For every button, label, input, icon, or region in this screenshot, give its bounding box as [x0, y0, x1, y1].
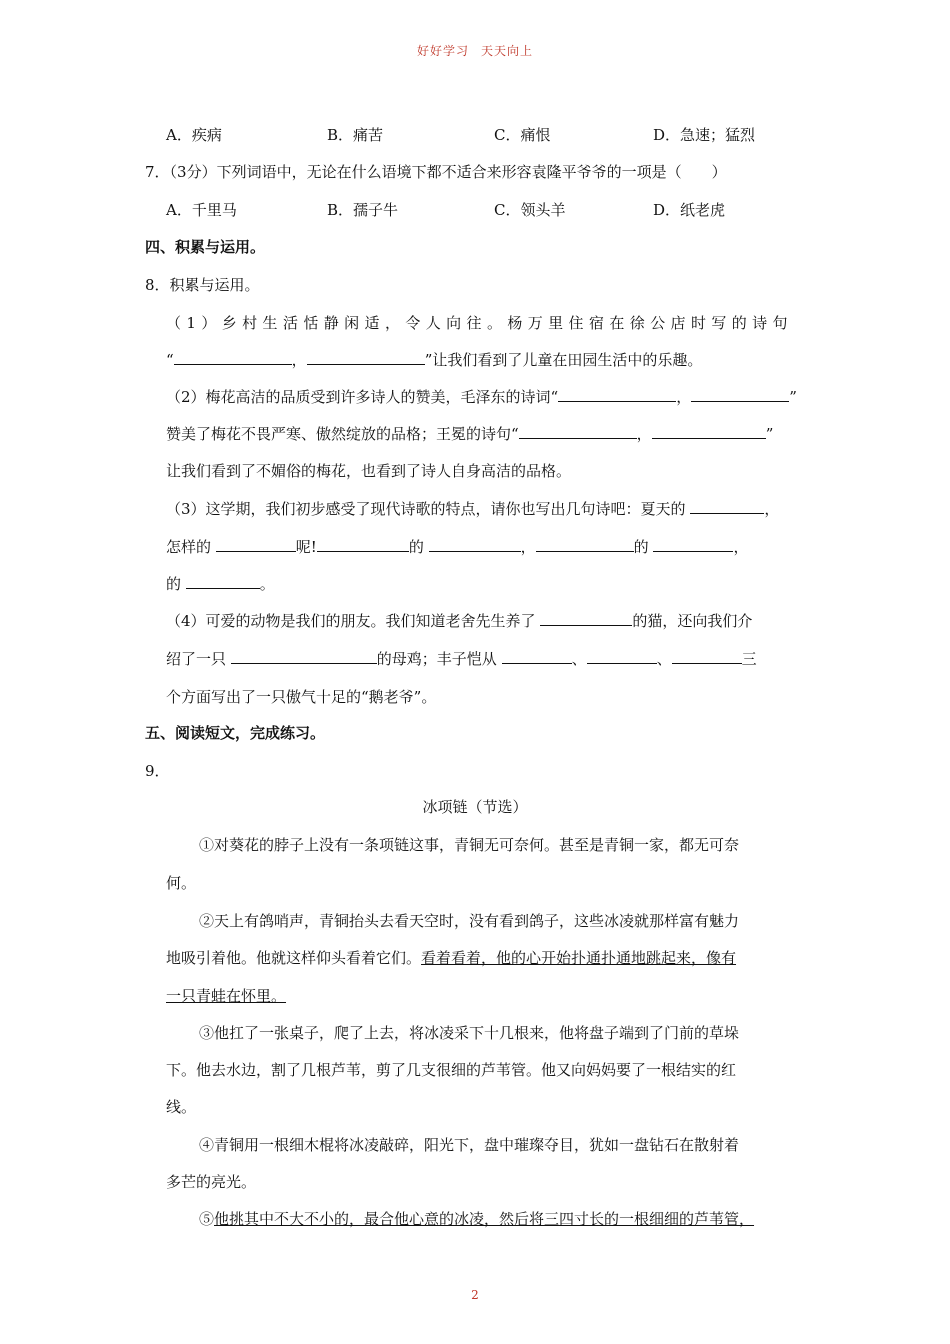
q8-p4-line1: （4）可爱的动物是我们的朋友。我们知道老舍先生养了 的猫，还向我们介 — [166, 612, 753, 630]
q7-option-b: B．孺子牛 — [327, 201, 399, 219]
blank[interactable] — [587, 648, 657, 664]
para3-line3: 线。 — [166, 1098, 197, 1116]
header-left: 好好学习 — [416, 44, 469, 58]
q6-option-a: A．疾病 — [166, 126, 222, 144]
para2-line2: 地吸引着他。他就这样仰头看着它们。看着看着，他的心开始扑通扑通地跳起来，像有 — [166, 949, 737, 967]
blank[interactable] — [307, 349, 425, 365]
passage-title: 冰项链（节选） — [422, 798, 528, 816]
q8-p3-line3: 的 。 — [166, 575, 275, 593]
blank[interactable] — [429, 536, 521, 552]
blank[interactable] — [672, 648, 742, 664]
para3-line2: 下。他去水边，割了几根芦苇，剪了几支很细的芦苇管。他又向妈妈要了一根结实的红 — [166, 1061, 737, 1079]
para1-line2: 何。 — [166, 874, 197, 892]
q8-p1-line2: “ ， ”让我们看到了儿童在田园生活中的乐趣。 — [166, 351, 703, 369]
q8-p4-line3: 个方面写出了一只傲气十足的“鹅老爷”。 — [166, 688, 437, 706]
q8-p4-line2: 绍了一只 的母鸡；丰子恺从 、 、 三 — [166, 650, 757, 668]
blank[interactable] — [174, 349, 292, 365]
page-header — [0, 42, 950, 59]
header-right: 天天向上 — [481, 44, 534, 58]
para3-line1: ③他扛了一张桌子，爬了上去，将冰凌采下十几根来，他将盘子端到了门前的草垛 — [199, 1024, 740, 1042]
q8-p2-line3: 让我们看到了不媚俗的梅花，也看到了诗人自身高洁的品格。 — [166, 462, 572, 480]
blank[interactable] — [317, 536, 409, 552]
page-number: 2 — [471, 1288, 479, 1302]
q7-option-a: A．千里马 — [166, 201, 237, 219]
q7-stem: 7．（3分）下列词语中，无论在什么语境下都不适合来形容袁隆平爷爷的一项是（ ） — [145, 163, 727, 181]
para5-line1: ⑤他挑其中不大不小的，最合他心意的冰凌，然后将三四寸长的一根细细的芦苇管， — [199, 1210, 755, 1228]
q8-stem: 8．积累与运用。 — [145, 276, 260, 294]
blank[interactable] — [502, 648, 572, 664]
q7-option-c: C．领头羊 — [494, 201, 566, 219]
q8-p2-line2: 赞美了梅花不畏严寒、傲然绽放的品格；王冕的诗句“ ， ” — [166, 425, 774, 443]
blank[interactable] — [691, 386, 789, 402]
para4-line1: ④青铜用一根细木棍将冰凌敲碎，阳光下，盘中璀璨夺目，犹如一盘钻石在散射着 — [199, 1136, 740, 1154]
blank[interactable] — [690, 498, 764, 514]
para2-line1: ②天上有鸽哨声，青铜抬头去看天空时，没有看到鸽子，这些冰凌就那样富有魅力 — [199, 912, 740, 930]
q9-number: 9． — [145, 762, 170, 780]
blank[interactable] — [652, 423, 766, 439]
section5-title: 五、阅读短文，完成练习。 — [145, 724, 326, 742]
q8-p2-line1: （2）梅花高洁的品质受到许多诗人的赞美，毛泽东的诗词“ ， ” — [166, 388, 797, 406]
q7-option-d: D．纸老虎 — [653, 201, 726, 219]
blank[interactable] — [216, 536, 296, 552]
q6-option-c: C．痛恨 — [494, 126, 551, 144]
q6-option-d: D．急速；猛烈 — [653, 126, 756, 144]
blank[interactable] — [540, 610, 632, 626]
blank[interactable] — [653, 536, 733, 552]
blank[interactable] — [536, 536, 634, 552]
section4-title: 四、积累与运用。 — [145, 238, 266, 256]
para2-line3: 一只青蛙在怀里。 — [166, 987, 287, 1005]
para4-line2: 多芒的亮光。 — [166, 1173, 257, 1191]
blank[interactable] — [519, 423, 637, 439]
blank[interactable] — [558, 386, 676, 402]
q8-p1-line1: （1）乡村生活恬静闲适，令人向往。杨万里住宿在徐公店时写的诗句 — [166, 314, 793, 332]
blank[interactable] — [186, 573, 260, 589]
blank[interactable] — [231, 648, 377, 664]
q8-p3-line2: 怎样的 呢! 的 ， 的 ， — [166, 538, 749, 556]
underlined-sentence: 他挑其中不大不小的，最合他心意的冰凌，然后将三四寸长的一根细细的芦苇管， — [214, 1210, 755, 1228]
q8-p3-line1: （3）这学期，我们初步感受了现代诗歌的特点，请你也写出几句诗吧：夏天的 ， — [166, 500, 780, 518]
para1-line1: ①对葵花的脖子上没有一条项链这事，青铜无可奈何。甚至是青铜一家，都无可奈 — [199, 836, 740, 854]
q6-option-b: B．痛苦 — [327, 126, 384, 144]
underlined-sentence: 看着看着，他的心开始扑通扑通地跳起来，像有 — [421, 949, 737, 967]
